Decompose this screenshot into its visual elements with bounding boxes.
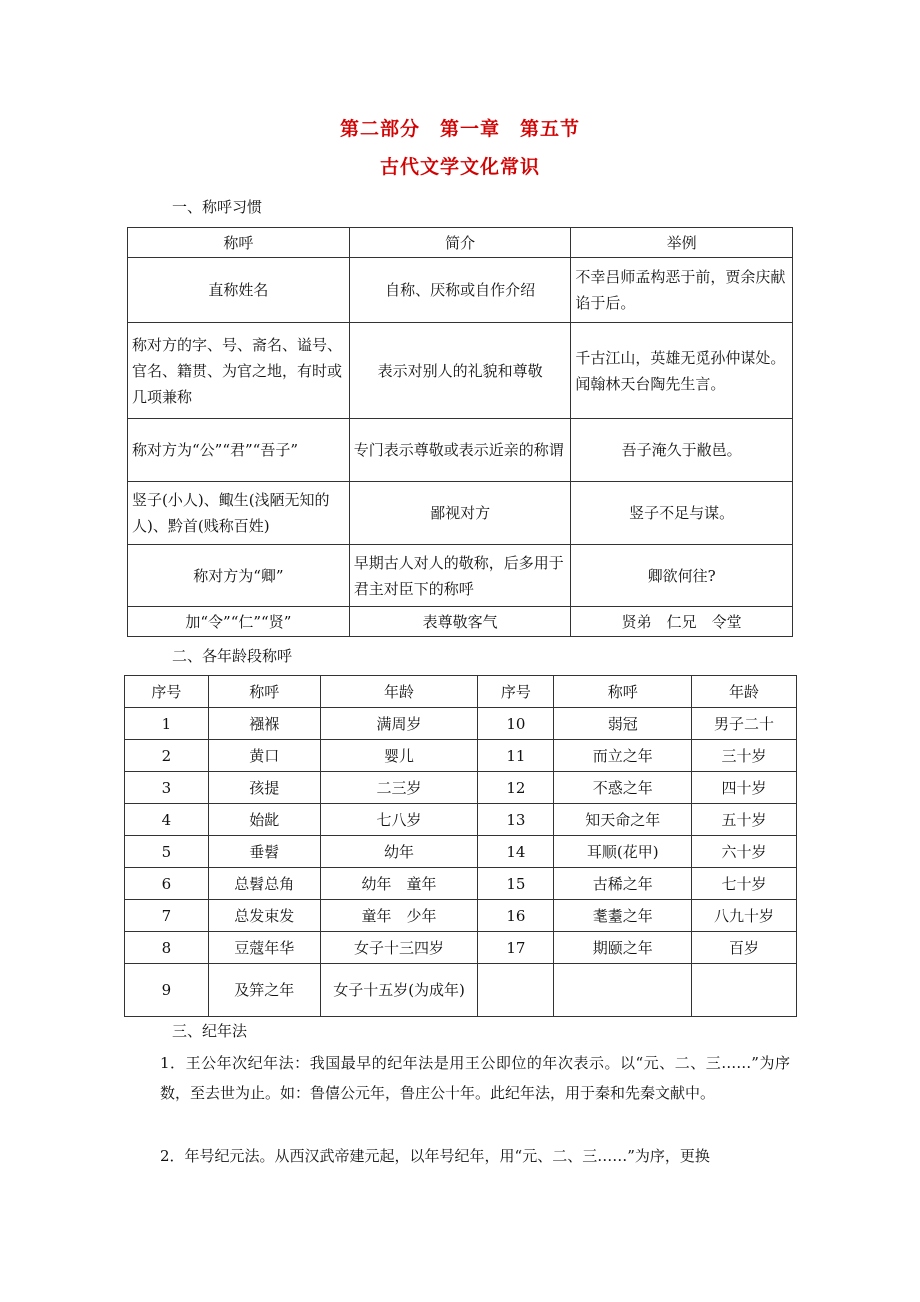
table-cell: 女子十三四岁 — [320, 932, 478, 964]
table-cell: 男子二十 — [692, 708, 797, 740]
page-subtitle: 古代文学文化常识 — [379, 156, 540, 178]
table-cell: 17 — [478, 932, 554, 964]
table-cell: 5 — [125, 836, 209, 868]
table-cell: 称对方为“公”“君”“吾子” — [128, 419, 350, 482]
column-header: 称呼 — [208, 676, 320, 708]
table-row — [125, 772, 797, 804]
table-cell: 古稀之年 — [554, 868, 692, 900]
table-cell: 知天命之年 — [554, 804, 692, 836]
table-cell: 2 — [125, 740, 209, 772]
paragraph-text: 2．年号纪元法。从西汉武帝建元起，以年号纪年，用“元、二、三……”为序，更换 — [160, 1147, 710, 1165]
column-header: 序号 — [478, 676, 554, 708]
table-row — [125, 900, 797, 932]
table-cell: 1 — [125, 708, 209, 740]
table-cell: 耄耋之年 — [554, 900, 692, 932]
table-cell: 及笄之年 — [208, 964, 320, 1017]
table-cell: 吾子淹久于敝邑。 — [571, 419, 793, 482]
page-title: 第二部分 第一章 第五节 — [339, 118, 580, 140]
table-cell: 竖子不足与谋。 — [571, 482, 793, 545]
column-header: 称呼 — [554, 676, 692, 708]
table-row — [125, 708, 797, 740]
table-cell: 耳顺(花甲) — [554, 836, 692, 868]
table-cell: 称对方的字、号、斋名、谥号、官名、籍贯、为官之地，有时或几项兼称 — [128, 323, 350, 419]
table-cell: 表示对别人的礼貌和尊敬 — [349, 323, 571, 419]
table-cell: 卿欲何往? — [571, 545, 793, 607]
table-cell: 7 — [125, 900, 209, 932]
table-cell: 直称姓名 — [128, 258, 350, 323]
table-cell: 10 — [478, 708, 554, 740]
table-cell: 豆蔻年华 — [208, 932, 320, 964]
table-cell: 称对方为“卿” — [128, 545, 350, 607]
table-cell: 不幸吕师孟构恶于前，贾余庆献谄于后。 — [571, 258, 793, 323]
column-header: 称呼 — [128, 228, 350, 258]
table-row — [128, 419, 793, 482]
table-cell: 12 — [478, 772, 554, 804]
table-row — [125, 804, 797, 836]
table-cell: 6 — [125, 868, 209, 900]
section2-heading: 二、各年龄段称呼 — [172, 647, 293, 665]
table-row — [128, 482, 793, 545]
table-cell: 幼年 — [320, 836, 478, 868]
table-cell: 16 — [478, 900, 554, 932]
table-cell — [692, 964, 797, 1017]
table-cell: 14 — [478, 836, 554, 868]
table-cell: 不惑之年 — [554, 772, 692, 804]
table-cell: 满周岁 — [320, 708, 478, 740]
table-cell: 七八岁 — [320, 804, 478, 836]
table-cell: 3 — [125, 772, 209, 804]
table-cell: 三十岁 — [692, 740, 797, 772]
table-cell: 11 — [478, 740, 554, 772]
table-cell: 9 — [125, 964, 209, 1017]
table-cell: 期颐之年 — [554, 932, 692, 964]
table-cell: 孩提 — [208, 772, 320, 804]
table-cell: 加“令”“仁”“贤” — [128, 607, 350, 637]
age-table — [124, 675, 797, 1017]
table-cell: 而立之年 — [554, 740, 692, 772]
table-header-row — [128, 228, 793, 258]
table-cell: 竖子(小人)、鲰生(浅陋无知的人)、黔首(贱称百姓) — [128, 482, 350, 545]
column-header: 举例 — [571, 228, 793, 258]
table-row — [128, 258, 793, 323]
table-cell: 黄口 — [208, 740, 320, 772]
table-cell: 15 — [478, 868, 554, 900]
column-header: 年龄 — [692, 676, 797, 708]
address-table — [127, 227, 793, 637]
table-cell: 专门表示尊敬或表示近亲的称谓 — [349, 419, 571, 482]
table-row — [125, 964, 797, 1017]
table-cell: 二三岁 — [320, 772, 478, 804]
table-cell — [554, 964, 692, 1017]
table-cell: 4 — [125, 804, 209, 836]
table-cell — [478, 964, 554, 1017]
table-row — [128, 323, 793, 419]
table-cell: 早期古人对人的敬称，后多用于君主对臣下的称呼 — [349, 545, 571, 607]
paragraph — [130, 1141, 790, 1171]
column-header: 年龄 — [320, 676, 478, 708]
table-cell: 表尊敬客气 — [349, 607, 571, 637]
table-cell: 弱冠 — [554, 708, 692, 740]
table-cell: 贤弟 仁兄 令堂 — [571, 607, 793, 637]
table-row — [125, 836, 797, 868]
table-cell: 始龀 — [208, 804, 320, 836]
section1-heading: 一、称呼习惯 — [172, 198, 263, 216]
table-row — [125, 868, 797, 900]
table-cell: 鄙视对方 — [349, 482, 571, 545]
table-row — [128, 545, 793, 607]
table-cell: 13 — [478, 804, 554, 836]
table-cell: 自称、厌称或自作介绍 — [349, 258, 571, 323]
table-cell: 四十岁 — [692, 772, 797, 804]
table-cell: 五十岁 — [692, 804, 797, 836]
table-cell: 垂髫 — [208, 836, 320, 868]
paragraph — [130, 1048, 790, 1108]
table-cell: 千古江山，英雄无觅孙仲谋处。闻翰林天台陶先生言。 — [571, 323, 793, 419]
table-header-row — [125, 676, 797, 708]
table-cell: 总髫总角 — [208, 868, 320, 900]
section3-heading: 三、纪年法 — [172, 1022, 248, 1040]
table-cell: 八九十岁 — [692, 900, 797, 932]
column-header: 简介 — [349, 228, 571, 258]
table-cell: 七十岁 — [692, 868, 797, 900]
table-cell: 襁褓 — [208, 708, 320, 740]
table-cell: 幼年 童年 — [320, 868, 478, 900]
table-cell: 百岁 — [692, 932, 797, 964]
table-row — [125, 932, 797, 964]
table-cell: 8 — [125, 932, 209, 964]
table-cell: 婴儿 — [320, 740, 478, 772]
table-cell: 总发束发 — [208, 900, 320, 932]
table-row — [128, 607, 793, 637]
paragraph-text: 1．王公年次纪年法：我国最早的纪年法是用王公即位的年次表示。以“元、二、三……”为序数，至去世为止。如：鲁僖公元年，鲁庄公十年。此纪年法，用于秦和先秦文献中。 — [160, 1054, 790, 1102]
column-header: 序号 — [125, 676, 209, 708]
table-cell: 童年 少年 — [320, 900, 478, 932]
table-cell: 六十岁 — [692, 836, 797, 868]
table-row — [125, 740, 797, 772]
table-cell: 女子十五岁(为成年) — [320, 964, 478, 1017]
